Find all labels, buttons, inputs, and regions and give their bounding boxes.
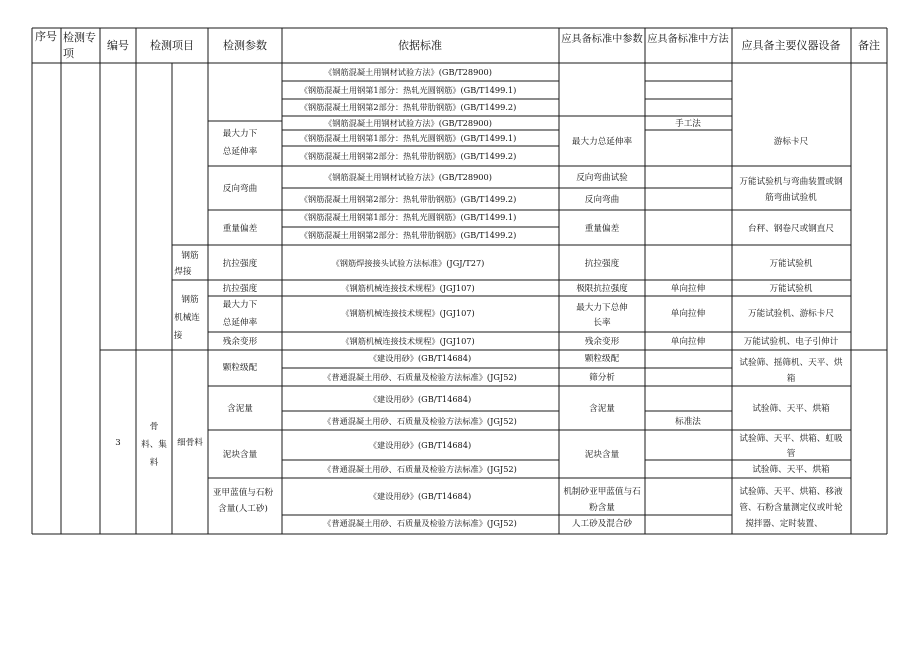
- standard-row: 《钢筋混凝土用钢第1部分：热轧光圆钢筋》(GB/T1499.1): [299, 85, 517, 95]
- section-code: 3: [115, 438, 121, 448]
- instrument-bend-line2: 筋弯曲试验机: [765, 193, 817, 203]
- method-manual: 手工法: [675, 119, 701, 129]
- param-grading: 颗粒级配: [222, 363, 258, 373]
- standard-row: 《钢筋混凝土用钢第2部分：热轧带肋钢筋》(GB/T1499.2): [299, 230, 517, 240]
- mech-section: [174, 282, 839, 347]
- std-param-clay: 泥块含量: [584, 450, 620, 460]
- std-param-sieve: 筛分析: [589, 373, 615, 383]
- header-category-line2: 项: [63, 47, 74, 60]
- standard-row: 《钢筋混凝土用钢材试验方法》(GB/T28900): [324, 118, 492, 128]
- std-param-mud: 含泥量: [589, 404, 615, 414]
- standard-row: 《钢筋混凝土用钢第2部分：热轧带肋钢筋》(GB/T1499.2): [299, 102, 517, 112]
- table-header: [35, 29, 880, 60]
- instrument-grading-line2: 箱: [786, 374, 796, 384]
- method-mech: 单向拉伸: [670, 337, 706, 347]
- standard-mech: 《钢筋机械连接技术规程》(JGJ107): [341, 308, 475, 318]
- instrument-weld: 万能试验机: [769, 259, 813, 269]
- param-mb-line1: 亚甲蓝值与石粉: [212, 488, 274, 498]
- item-mech-line2: 机械连: [174, 313, 200, 323]
- std-param-elongation: 最大力总延伸率: [571, 137, 633, 147]
- item-weld-line2: 焊接: [174, 267, 192, 277]
- instrument-mb-line1: 试验筛、天平、烘箱、移液: [739, 487, 843, 497]
- standard-row: 《钢筋混凝土用钢第2部分：热轧带肋钢筋》(GB/T1499.2): [299, 151, 517, 161]
- standard-sand: 《建设用砂》(GB/T14684): [368, 394, 472, 404]
- aggregate-section: [115, 352, 843, 529]
- header-item: 检测项目: [150, 39, 194, 52]
- item-weld-line1: 钢筋: [181, 251, 199, 261]
- header-std-method: 应具备标准中方法: [647, 34, 729, 45]
- weld-section: [174, 249, 812, 277]
- std-param-bend: 反向弯曲: [584, 195, 620, 205]
- std-param-mech-deform: 残余变形: [584, 337, 620, 347]
- standard-sand: 《建设用砂》(GB/T14684): [368, 353, 472, 363]
- param-elongation-line2: 总延伸率: [222, 147, 258, 157]
- standard-row: 《钢筋混凝土用钢第1部分：热轧光圆钢筋》(GB/T1499.1): [299, 212, 517, 222]
- instrument-grading-line1: 试验筛、摇筛机、天平、烘: [739, 358, 843, 368]
- standard-row: 《钢筋混凝土用钢材试验方法》(GB/T28900): [324, 172, 492, 182]
- item-fine-aggregate: 细骨料: [177, 438, 203, 448]
- std-param-grading: 颗粒级配: [584, 354, 620, 364]
- instrument-caliper: 游标卡尺: [773, 137, 809, 147]
- category-aggregate-line2: 料、集: [141, 440, 167, 450]
- category-aggregate-line3: 料: [149, 458, 159, 468]
- steel-standards: [300, 67, 517, 240]
- standard-row: 《钢筋混凝土用钢材试验方法》(GB/T28900): [324, 67, 492, 77]
- standard-sand: 《建设用砂》(GB/T14684): [368, 491, 472, 501]
- param-reverse-bend: 反向弯曲: [222, 184, 258, 194]
- item-mech-line3: 接: [173, 331, 183, 341]
- standard-weld: 《钢筋焊接接头试验方法标准》(JGJ/T27): [331, 258, 485, 268]
- param-mud: 含泥量: [227, 404, 253, 414]
- standard-jgj52: 《普通混凝土用砂、石质量及检验方法标准》(JGJ52): [323, 518, 517, 528]
- param-mech-deform: 残余变形: [222, 337, 258, 347]
- method-mech: 单向拉伸: [670, 284, 706, 294]
- standard-row: 《钢筋混凝土用钢第2部分：热轧带肋钢筋》(GB/T1499.2): [299, 194, 517, 204]
- param-mech-elong-line2: 总延伸率: [222, 318, 258, 328]
- param-weld-tensile: 抗拉强度: [222, 259, 258, 269]
- method-standard: 标准法: [675, 417, 701, 427]
- instrument-bend-line1: 万能试验机与弯曲装置或钢: [739, 177, 843, 187]
- instrument-mb-line3: 搅拌器、定时装置、: [745, 519, 823, 529]
- param-clay: 泥块含量: [222, 450, 258, 460]
- header-remark: 备注: [858, 39, 880, 52]
- header-seq: 序号: [35, 30, 57, 43]
- item-mech-line1: 钢筋: [181, 295, 199, 305]
- standard-jgj52: 《普通混凝土用砂、石质量及检验方法标准》(JGJ52): [323, 372, 517, 382]
- standard-jgj52: 《普通混凝土用砂、石质量及检验方法标准》(JGJ52): [323, 416, 517, 426]
- std-param-weight: 重量偏差: [584, 224, 620, 234]
- standard-sand: 《建设用砂》(GB/T14684): [368, 440, 472, 450]
- param-weight-deviation: 重量偏差: [222, 224, 258, 234]
- instrument-mb-line2: 管、石粉含量测定仪或叶轮: [739, 503, 843, 513]
- standard-mech: 《钢筋机械连接技术规程》(JGJ107): [341, 336, 475, 346]
- std-param-mech-tensile: 极限抗拉强度: [576, 284, 628, 294]
- category-aggregate-line1: 骨: [149, 422, 159, 432]
- instrument-clay2: 试验筛、天平、烘箱: [752, 465, 830, 475]
- header-standard: 依据标准: [398, 39, 442, 52]
- header-code: 编号: [107, 39, 129, 52]
- standard-row: 《钢筋混凝土用钢第1部分：热轧光圆钢筋》(GB/T1499.1): [299, 133, 517, 143]
- instrument-clay-line2: 管: [786, 449, 796, 459]
- instrument-scale: 台秤、钢卷尺或钢直尺: [748, 224, 834, 234]
- standard-jgj52: 《普通混凝土用砂、石质量及检验方法标准》(JGJ52): [323, 464, 517, 474]
- std-param-bend-test: 反向弯曲试验: [576, 173, 628, 183]
- instrument-mech: 万能试验机、电子引伸计: [743, 337, 839, 347]
- instrument-clay-line1: 试验筛、天平、烘箱、虹吸: [739, 434, 843, 444]
- header-param: 检测参数: [223, 39, 267, 52]
- param-elongation-line1: 最大力下: [222, 129, 258, 139]
- header-std-param: 应具备标准中参数: [561, 34, 643, 45]
- std-param-mech-elong-line2: 长率: [593, 318, 611, 328]
- std-param-weld: 抗拉强度: [584, 259, 620, 269]
- std-param-mb-line2: 粉含量: [589, 503, 615, 513]
- std-param-mb-line1: 机制砂亚甲蓝值与石: [563, 487, 641, 497]
- param-mech-tensile: 抗拉强度: [222, 284, 258, 294]
- instrument-mech: 万能试验机、游标卡尺: [748, 309, 834, 319]
- std-param-mech-elong-line1: 最大力下总伸: [576, 303, 628, 313]
- std-param-artificial: 人工砂及混合砂: [571, 519, 633, 529]
- standard-mech: 《钢筋机械连接技术规程》(JGJ107): [341, 283, 475, 293]
- param-mech-elong-line1: 最大力下: [222, 300, 258, 310]
- header-category-line1: 检测专: [63, 31, 96, 44]
- instrument-mech: 万能试验机: [769, 284, 813, 294]
- instrument-mud: 试验筛、天平、烘箱: [752, 404, 830, 414]
- header-instruments: 应具备主要仪器设备: [741, 39, 841, 52]
- param-mb-line2: 含量(人工砂): [218, 504, 268, 514]
- method-mech: 单向拉伸: [670, 309, 706, 319]
